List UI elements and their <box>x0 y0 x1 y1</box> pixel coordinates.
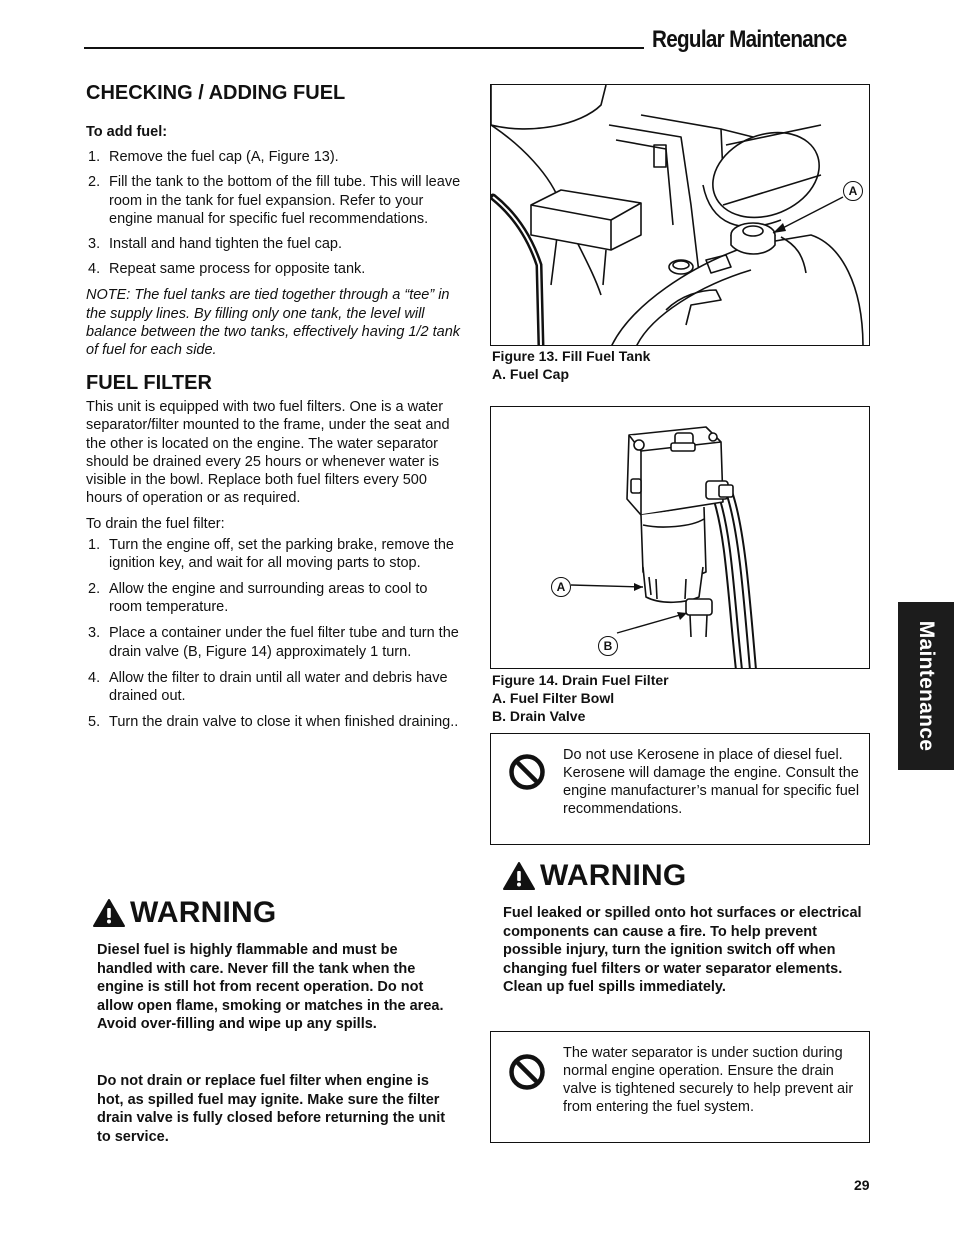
figure-13-caption <box>492 347 650 383</box>
drain-filter-intro: To drain the fuel filter: <box>86 516 225 533</box>
figure-14-legend-a: A. Fuel Filter Bowl <box>492 690 615 706</box>
figure-14-legend-b: B. Drain Valve <box>492 708 586 724</box>
suction-notice <box>490 1031 870 1143</box>
list-item: 2. Fill the tank to the bottom of the fill tube. This will leave room in the tank for fuel expansion. Refer to your engine manual for specific fuel recommendations. <box>88 174 461 227</box>
warning-right-header <box>502 859 686 893</box>
warning-left-para1: Diesel fuel is highly flammable and must be handled with care. Never fill the tank when the engine is still hot from recent operation. Do not allow open flame, smoking or matches in the area. Avoid over-filling and wipe up any spills. <box>97 942 444 1033</box>
section-side-tab <box>898 602 954 770</box>
fuel-filter-heading: FUEL FILTER <box>86 372 212 395</box>
warning-triangle-icon <box>92 898 126 928</box>
figure-13-callout-a: A <box>843 181 863 201</box>
page-header-title: Regular Maintenance <box>652 26 847 53</box>
prohibited-icon <box>508 1053 546 1091</box>
fuel-tank-illustration <box>491 85 870 346</box>
warning-left-para2: Do not drain or replace fuel filter when engine is hot, as spilled fuel may ignite. Make sure the filter drain valve is fully closed before returning the unit to service. <box>97 1073 446 1145</box>
kerosene-notice <box>490 733 870 845</box>
list-item: 2. Allow the engine and surrounding areas to cool to room temperature. <box>88 581 428 616</box>
fuel-filter-illustration <box>491 407 870 669</box>
list-item: 4. Repeat same process for opposite tank. <box>88 261 366 278</box>
figure-13-image <box>490 84 870 346</box>
fuel-tank-note: NOTE: The fuel tanks are tied together through a “tee” in the supply lines. By filling only one tank, the level will balance between the two tanks, effectively having 1/2 tank of fuel for each side. <box>86 287 461 359</box>
figure-13-title: Figure 13. Fill Fuel Tank <box>492 348 651 364</box>
header-rule <box>84 47 644 49</box>
list-item: 4. Allow the filter to drain until all water and debris have drained out. <box>88 669 448 705</box>
warning-triangle-icon <box>502 861 536 891</box>
warning-left-header <box>92 896 276 930</box>
figure-14-callout-a: A <box>551 577 571 597</box>
figure-14-caption <box>492 671 669 725</box>
left-column <box>86 80 464 731</box>
side-tab-label: Maintenance <box>915 620 938 752</box>
drain-filter-steps <box>86 536 464 732</box>
suction-notice-text: The water separator is under suction during normal engine operation. Ensure the drain valve is tightened securely to help prevent air from entering the fuel system. <box>563 1045 854 1115</box>
page-number: 29 <box>854 1177 870 1193</box>
list-item: 1. Remove the fuel cap (A, Figure 13). <box>88 149 339 166</box>
fuel-filter-intro: This unit is equipped with two fuel filters. One is a water separator/filter mounted to the frame, under the seat and the other is located on the engine. The water separator should be drained every 25 hours or whenever water is visible in the bowl. Replace both fuel filters every 500 hours of operation or as required. <box>86 399 450 507</box>
add-fuel-steps <box>86 148 464 278</box>
figure-14-title: Figure 14. Drain Fuel Filter <box>492 672 669 688</box>
figure-14-image <box>490 406 870 669</box>
warning-right-text: Fuel leaked or spilled onto hot surfaces or electrical components can cause a fire. To help prevent possible injury, turn the ignition switch off when changing fuel filters or water separator elements. Clean up fuel spills immediately. <box>503 905 862 996</box>
list-item: 3. Place a container under the fuel filter tube and turn the drain valve (B, Figure 14) approximately 1 turn. <box>88 625 459 660</box>
kerosene-notice-text: Do not use Kerosene in place of diesel fuel. Kerosene will damage the engine. Consult the engine manufacturer’s manual for specific fuel recommendations. <box>563 747 860 817</box>
list-item: 1. Turn the engine off, set the parking brake, remove the ignition key, and wait for all moving parts to stop. <box>88 536 454 571</box>
checking-fuel-heading: CHECKING / ADDING FUEL <box>86 82 346 104</box>
add-fuel-subheading: To add fuel: <box>86 124 168 140</box>
list-item: 3. Install and hand tighten the fuel cap. <box>88 236 342 253</box>
warning-right-label: WARNING <box>540 859 687 892</box>
figure-14-callout-b: B <box>598 636 618 656</box>
prohibited-icon <box>508 753 546 791</box>
list-item: 5. Turn the drain valve to close it when finished draining.. <box>88 714 459 731</box>
figure-13-legend-a: A. Fuel Cap <box>492 366 570 382</box>
warning-left-label: WARNING <box>130 896 277 929</box>
